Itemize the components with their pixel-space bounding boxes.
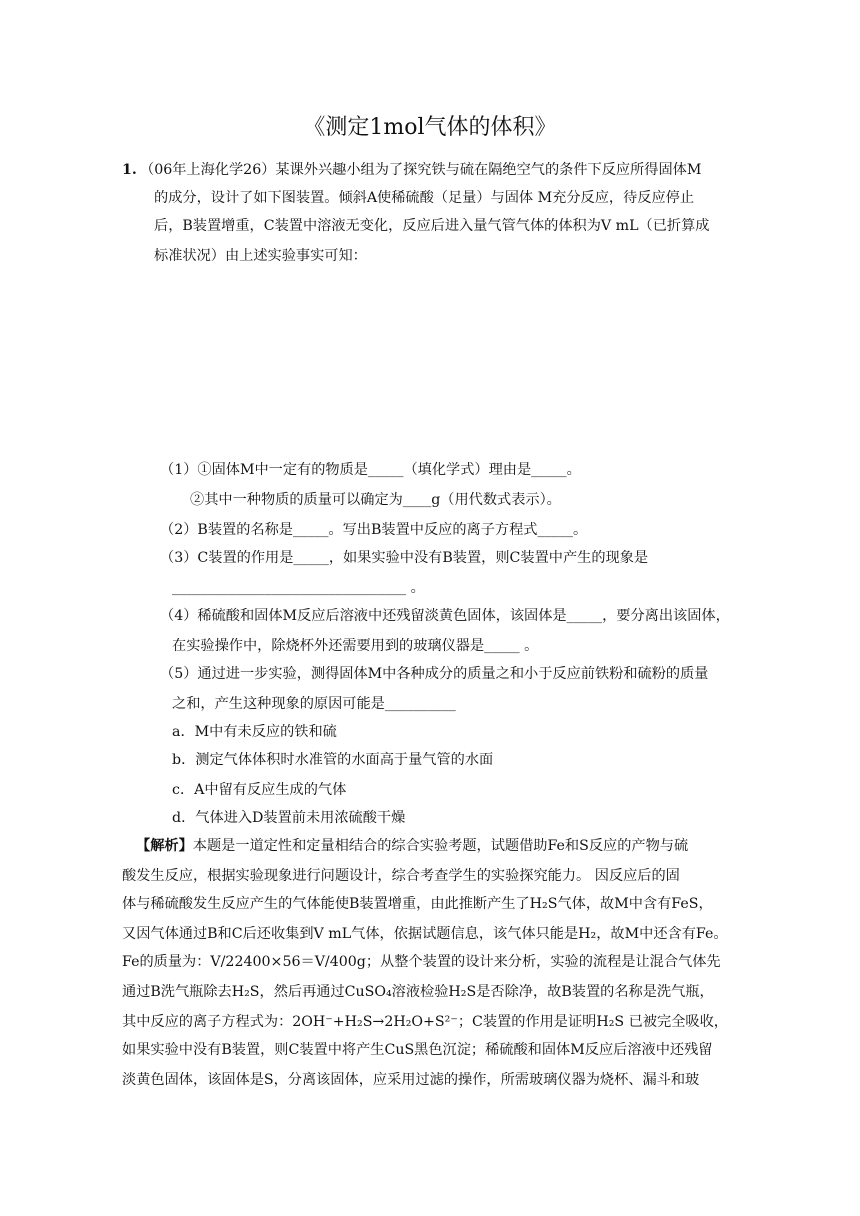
analysis-line: Fe的质量为：V/22400×56＝V/400g；从整个装置的设计来分析，实验的流程是让混合气体先: [122, 954, 721, 970]
question-stem-line: 标准状况）由上述实验事实可知：: [154, 248, 367, 264]
apparatus-figure-area: [150, 280, 710, 440]
option-a: a．M中有未反应的铁和硫: [172, 724, 337, 740]
question-stem-line: 后，B装置增重，C装置中溶液无变化，反应后进入量气管气体的体积为V mL（已折算成: [154, 218, 710, 234]
sub-question-1: （1）①固体M中一定有的物质是_____（填化学式）理由是_____。: [160, 462, 581, 478]
sub-question-3: （3）C装置的作用是_____，如果实验中没有B装置，则C装置中产生的现象是: [160, 550, 649, 566]
sub-question-4-cont: 在实验操作中，除烧杯外还需要用到的玻璃仪器是_____ 。: [172, 638, 539, 654]
analysis-line: 酸发生反应，根据实验现象进行问题设计，综合考查学生的实验探究能力。 因反应后的固: [122, 868, 680, 884]
analysis-line: 其中反应的离子方程式为：2OH⁻+H₂S→2H₂O+S²⁻；C装置的作用是证明H₂S 已被完全吸收，: [122, 1014, 728, 1030]
analysis-line: 通过B洗气瓶除去H₂S，然后再通过CuSO₄溶液检验H₂S是否除净，故B装置的名称是洗气瓶，: [122, 984, 714, 1000]
analysis-line: 体与稀硫酸发生反应产生的气体能使B装置增重，由此推断产生了H₂S气体，故M中含有FeS，: [122, 896, 713, 912]
analysis-first-line: [136, 836, 688, 856]
question-stem-line: （06年上海化学26）某课外兴趣小组为了探究铁与硫在隔绝空气的条件下反应所得固体M: [140, 162, 702, 178]
analysis-line: 淡黄色固体，该固体是S，分离该固体，应采用过滤的操作，所需玻璃仪器为烧杯、漏斗和玻: [122, 1072, 700, 1088]
option-c: c．A中留有反应生成的气体: [172, 782, 347, 798]
sub-question-5-cont: 之和，产生这种现象的原因可能是__________: [172, 696, 456, 712]
analysis-line: 如果实验中没有B装置，则C装置中将产生CuS黑色沉淀；稀硫酸和固体M反应后溶液中还残留: [122, 1042, 713, 1058]
question-number: 1.: [122, 162, 137, 178]
sub-question-2: （2）B装置的名称是_____。写出B装置中反应的离子方程式_____。: [160, 522, 588, 538]
sub-question-4: （4）稀硫酸和固体M反应后溶液中还残留淡黄色固体，该固体是_____，要分离出该固体，: [160, 608, 730, 624]
sub-question-3-blank: _________________________________ 。: [172, 580, 425, 596]
question-stem-line: 的成分，设计了如下图装置。倾斜A使稀硫酸（足量）与固体 M充分反应，待反应停止: [154, 190, 695, 206]
analysis-tag: 【解析】: [136, 838, 193, 854]
analysis-line: 又因气体通过B和C后还收集到V mL气体，依据试题信息，该气体只能是H₂，故M中还含有Fe。: [122, 926, 728, 942]
option-b: b．测定气体体积时水准管的水面高于量气管的水面: [172, 752, 494, 768]
option-d: d．气体进入D装置前未用浓硫酸干燥: [172, 810, 406, 826]
sub-question-5: （5）通过进一步实验，测得固体M中各种成分的质量之和小于反应前铁粉和硫粉的质量: [160, 666, 709, 682]
page-title: 《测定1mol气体的体积》: [303, 115, 557, 140]
sub-question-1b: ②其中一种物质的质量可以确定为____g（用代数式表示）。: [190, 492, 561, 508]
analysis-text: 本题是一道定性和定量相结合的综合实验考题，试题借助Fe和S反应的产物与硫: [192, 838, 689, 854]
